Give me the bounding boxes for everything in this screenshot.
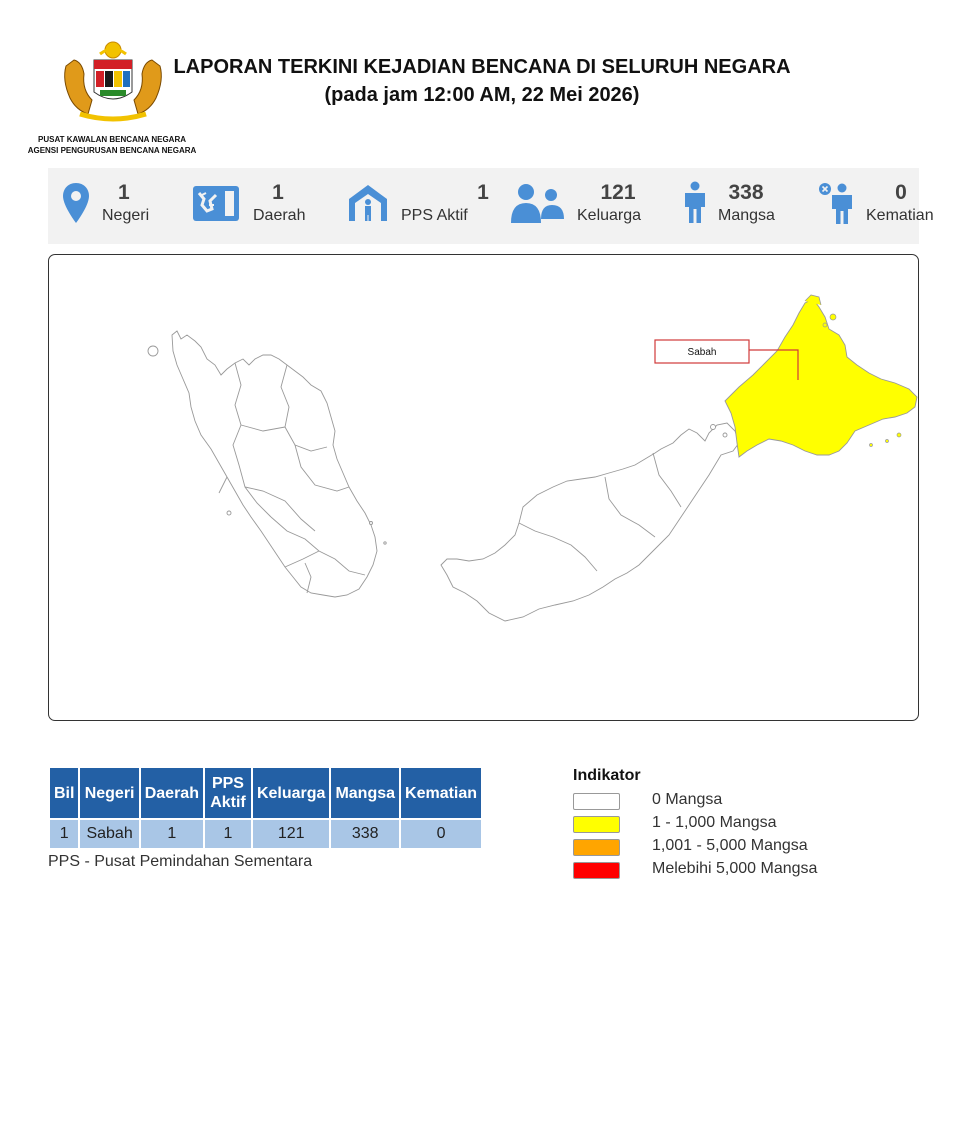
disaster-map bbox=[48, 254, 919, 721]
sabah-state bbox=[725, 295, 917, 457]
sarawak bbox=[441, 423, 739, 621]
stat-kematian bbox=[816, 168, 934, 244]
cell-daerah: 1 bbox=[141, 820, 203, 848]
cell-kematian: 0 bbox=[401, 820, 481, 848]
death-person-icon bbox=[818, 181, 854, 225]
header-pps-aktif: PPS Aktif bbox=[205, 768, 251, 818]
peninsular-malaysia bbox=[148, 331, 386, 597]
legend-item bbox=[573, 791, 873, 814]
stat-value: 338 bbox=[728, 181, 764, 204]
header-keluarga: Keluarga bbox=[253, 768, 329, 818]
coat-of-arms-logo bbox=[60, 40, 166, 124]
stat-keluarga bbox=[510, 168, 660, 244]
summary-stats-bar bbox=[48, 168, 934, 244]
cell-bil: 1 bbox=[50, 820, 78, 848]
callout-label: Sabah bbox=[687, 347, 717, 358]
stat-label: Kematian bbox=[866, 207, 934, 224]
header-daerah: Daerah bbox=[141, 768, 203, 818]
legend-swatch bbox=[573, 793, 620, 810]
org-line-2: AGENSI PENGURUSAN BENCANA NEGARA bbox=[27, 146, 197, 155]
cell-mangsa: 338 bbox=[331, 820, 399, 848]
location-pin-icon bbox=[62, 182, 90, 224]
stat-label: Negeri bbox=[102, 207, 150, 224]
legend-label: 1,001 - 5,000 Mangsa bbox=[652, 837, 808, 854]
stat-label: Daerah bbox=[253, 207, 306, 224]
title-line-1: LAPORAN TERKINI KEJADIAN BENCANA DI SELURUH NEGARA bbox=[173, 56, 791, 78]
stat-label: PPS Aktif bbox=[401, 207, 468, 224]
pps-footnote: PPS - Pusat Pemindahan Sementara bbox=[48, 853, 313, 870]
state-summary-table bbox=[48, 766, 483, 850]
stat-label: Keluarga bbox=[577, 207, 642, 224]
stat-value: 1 bbox=[272, 181, 284, 204]
stat-mangsa bbox=[682, 168, 822, 244]
header-mangsa: Mangsa bbox=[331, 768, 399, 818]
legend-swatch bbox=[573, 862, 620, 879]
report-title bbox=[170, 53, 794, 109]
organization-name bbox=[12, 134, 212, 156]
family-icon bbox=[510, 183, 566, 225]
legend-label: 0 Mangsa bbox=[652, 791, 723, 808]
legend-swatch bbox=[573, 839, 620, 856]
table-header-row bbox=[50, 768, 481, 818]
legend-item bbox=[573, 814, 873, 837]
stat-value: 121 bbox=[600, 181, 636, 204]
stat-value: 0 bbox=[895, 181, 907, 204]
stat-pps-aktif bbox=[346, 168, 489, 244]
legend-label: Melebihi 5,000 Mangsa bbox=[652, 860, 818, 877]
map-legend bbox=[573, 767, 873, 883]
stat-negeri bbox=[58, 168, 178, 244]
legend-title: Indikator bbox=[573, 767, 641, 784]
district-map-icon bbox=[192, 183, 240, 223]
org-line-1: PUSAT KAWALAN BENCANA NEGARA bbox=[38, 135, 186, 144]
stat-value: 1 bbox=[477, 181, 489, 204]
cell-negeri: Sabah bbox=[80, 820, 138, 848]
cell-pps-aktif: 1 bbox=[205, 820, 251, 848]
stat-daerah bbox=[191, 168, 321, 244]
malaysia-map bbox=[49, 255, 918, 720]
stat-value: 1 bbox=[118, 181, 130, 204]
cell-keluarga: 121 bbox=[253, 820, 329, 848]
header-bil: Bil bbox=[50, 768, 78, 818]
header-kematian: Kematian bbox=[401, 768, 481, 818]
legend-item bbox=[573, 860, 873, 883]
legend-swatch bbox=[573, 816, 620, 833]
person-icon bbox=[682, 181, 708, 225]
stat-label: Mangsa bbox=[718, 207, 775, 224]
table-row bbox=[50, 820, 481, 848]
title-line-2: (pada jam 12:00 AM, 22 Mei 2026) bbox=[324, 84, 640, 106]
legend-label: 1 - 1,000 Mangsa bbox=[652, 814, 777, 831]
legend-item bbox=[573, 837, 873, 860]
header-negeri: Negeri bbox=[80, 768, 138, 818]
shelter-icon bbox=[347, 183, 389, 223]
